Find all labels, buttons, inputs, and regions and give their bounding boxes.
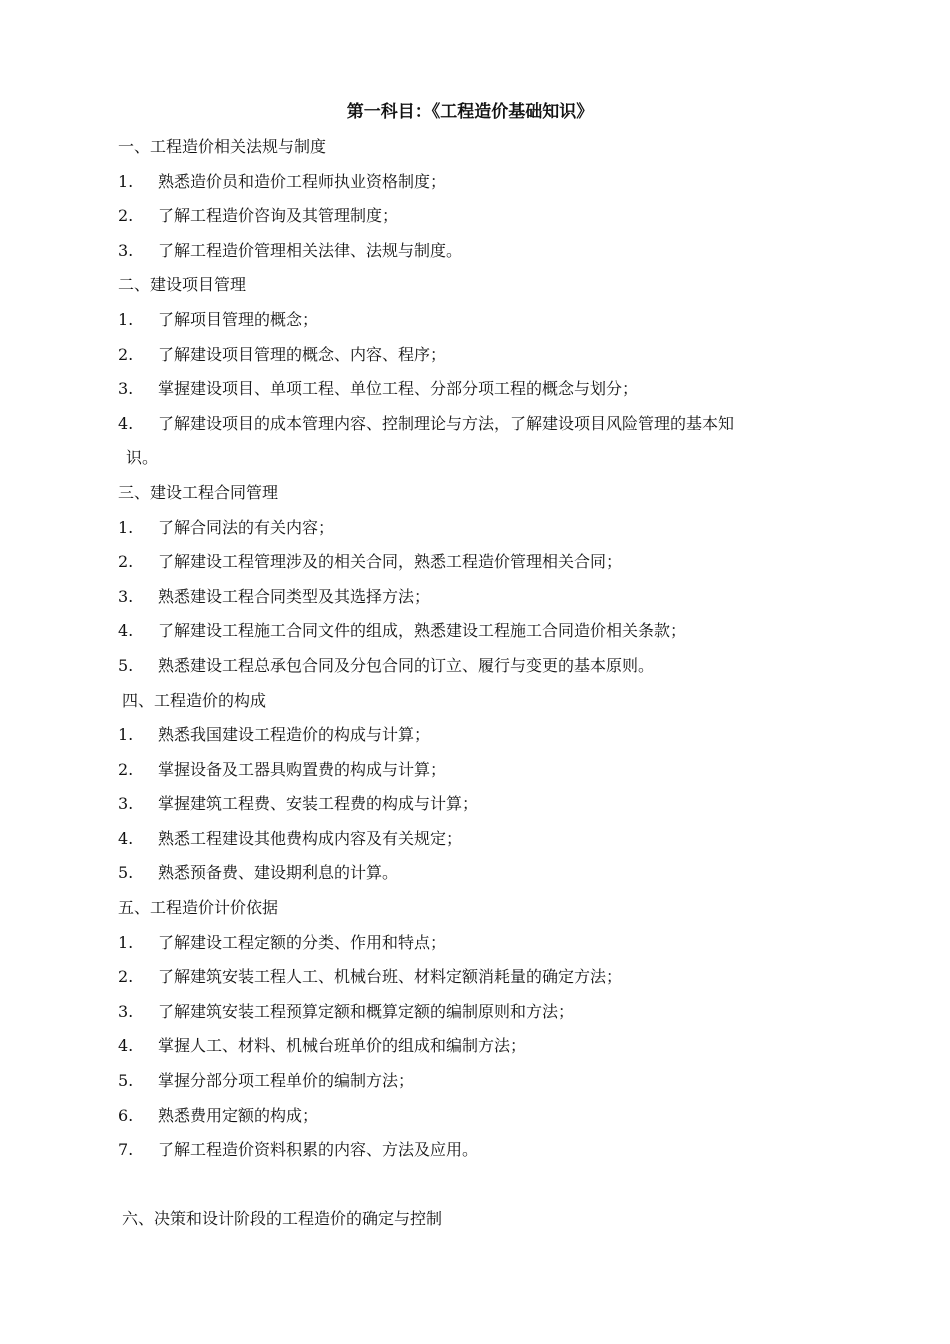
- section-heading: 一、工程造价相关法规与制度: [118, 137, 327, 156]
- list-item-text: 了解项目管理的概念；: [158, 309, 319, 329]
- list-item-number: 3.: [118, 586, 134, 606]
- list-item-text: 了解建设工程管理涉及的相关合同，熟悉工程造价管理相关合同；: [158, 552, 623, 572]
- list-item: [118, 790, 878, 825]
- list-item-text: 了解建设项目管理的概念、内容、程序；: [158, 344, 447, 364]
- list-item-number: 1.: [118, 171, 134, 191]
- list-item-text: 熟悉工程建设其他费构成内容及有关规定；: [158, 828, 463, 848]
- list-item-text: 掌握设备及工器具购置费的构成与计算；: [158, 759, 447, 779]
- list-item-text: 了解工程造价资料积累的内容、方法及应用。: [158, 1140, 479, 1160]
- list-item-number: 2.: [118, 967, 134, 987]
- section-heading: 五、工程造价计价依据: [118, 898, 279, 918]
- list-item: [118, 548, 878, 583]
- list-item-number: 1.: [118, 517, 134, 537]
- list-item-number: 3.: [118, 240, 134, 260]
- list-item-number: 5.: [118, 1071, 134, 1091]
- list-item: [118, 168, 878, 203]
- list-item: [118, 825, 878, 860]
- list-item: [118, 237, 878, 272]
- list-item-number: 4.: [118, 828, 134, 848]
- list-item-number: 3.: [118, 1001, 134, 1021]
- list-item-number: 2.: [118, 759, 134, 779]
- list-item-text: 了解工程造价咨询及其管理制度；: [158, 206, 399, 226]
- list-item: [118, 1102, 878, 1137]
- list-item-text: 熟悉建设工程总承包合同及分包合同的订立、履行与变更的基本原则。: [158, 655, 655, 675]
- list-item-text: 熟悉费用定额的构成；: [158, 1105, 319, 1125]
- section-heading: 六、决策和设计阶段的工程造价的确定与控制: [122, 1209, 443, 1229]
- list-item: [118, 583, 878, 618]
- list-item-number: 2.: [118, 206, 134, 226]
- list-item-number: 1.: [118, 725, 134, 745]
- section-heading: 四、工程造价的构成: [122, 690, 267, 710]
- list-item-text: 熟悉我国建设工程造价的构成与计算；: [158, 725, 431, 745]
- list-item-text: 掌握人工、材料、机械台班单价的组成和编制方法；: [158, 1036, 527, 1056]
- list-item: [118, 756, 878, 791]
- list-item-text: 熟悉造价员和造价工程师执业资格制度；: [158, 171, 447, 191]
- section-heading: 二、建设项目管理: [118, 275, 247, 295]
- list-item: [118, 652, 878, 687]
- list-item-text: 熟悉建设工程合同类型及其选择方法；: [158, 586, 431, 606]
- list-item: [118, 1032, 878, 1067]
- list-item-number: 6.: [118, 1105, 134, 1125]
- list-item: [118, 998, 878, 1033]
- section-heading: 三、建设工程合同管理: [118, 482, 279, 502]
- list-item: [118, 410, 878, 445]
- list-item-number: 5.: [118, 655, 134, 675]
- list-item-number: 3.: [118, 379, 134, 399]
- list-item-text: 了解建筑安装工程人工、机械台班、材料定额消耗量的确定方法；: [158, 967, 623, 987]
- list-item-number: 2.: [118, 344, 134, 364]
- list-item-number: 1.: [118, 309, 134, 329]
- list-item-text: 掌握建设项目、单项工程、单位工程、分部分项工程的概念与划分；: [158, 379, 639, 399]
- list-item-number: 4.: [118, 621, 134, 641]
- list-item: [118, 721, 878, 756]
- list-item-number: 1.: [118, 932, 134, 952]
- list-item: [118, 1067, 878, 1102]
- list-item: [118, 341, 878, 376]
- list-item-text: 掌握建筑工程费、安装工程费的构成与计算；: [158, 794, 479, 814]
- list-item: [118, 306, 878, 341]
- list-item-number: 2.: [118, 552, 134, 572]
- list-item-number: 3.: [118, 794, 134, 814]
- list-item-number: 5.: [118, 863, 134, 883]
- blank-line: [118, 1171, 878, 1206]
- list-item: [118, 202, 878, 237]
- list-item: [118, 929, 878, 964]
- list-item-text: 了解建设工程定额的分类、作用和特点；: [158, 932, 447, 952]
- list-item-continuation: 识。: [126, 448, 159, 468]
- document-body: [118, 133, 878, 1240]
- list-item: [118, 963, 878, 998]
- list-item-number: 4.: [118, 413, 134, 433]
- list-item-text: 熟悉预备费、建设期利息的计算。: [158, 863, 399, 883]
- list-item-number: 7.: [118, 1140, 134, 1160]
- list-item-text: 了解建筑安装工程预算定额和概算定额的编制原则和方法；: [158, 1001, 575, 1021]
- list-item-number: 4.: [118, 1036, 134, 1056]
- list-item-text: 了解合同法的有关内容；: [158, 517, 335, 537]
- list-item-text: 了解建设项目的成本管理内容、控制理论与方法，了解建设项目风险管理的基本知: [158, 413, 735, 433]
- list-item: [118, 514, 878, 549]
- list-item: [118, 375, 878, 410]
- list-item-text: 掌握分部分项工程单价的编制方法；: [158, 1071, 415, 1091]
- list-item: [118, 859, 878, 894]
- list-item: [118, 1136, 878, 1171]
- page-title: 第一科目：《工程造价基础知识》: [346, 102, 594, 122]
- list-item-text: 了解工程造价管理相关法律、法规与制度。: [158, 240, 463, 260]
- list-item-text: 了解建设工程施工合同文件的组成，熟悉建设工程施工合同造价相关条款；: [158, 621, 687, 641]
- list-item: [118, 617, 878, 652]
